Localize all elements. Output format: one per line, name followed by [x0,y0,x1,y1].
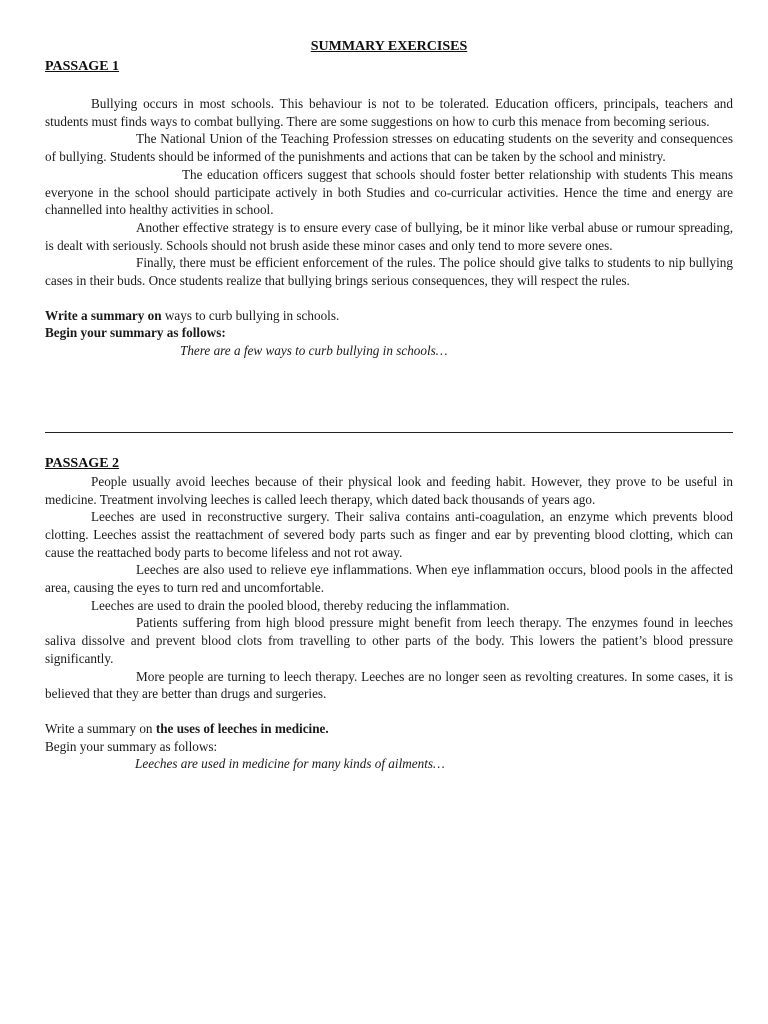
page-title: SUMMARY EXERCISES [310,39,468,54]
passage-1-paragraph: The education officers suggest that schools should foster better relationship with students This means everyone in the school should participate actively in both Studies and co-curricular activities. Hence the time and energy are channelled into healthy activities in school. [45,166,733,218]
passage-1-paragraph: Finally, there must be efficient enforcement of the rules. The police should give talks to students to nip bullying cases in their buds. Once students realize that bullying brings serious consequences, they will respect the rules. [45,255,733,289]
passage-2-heading: PASSAGE 2 [45,455,120,471]
passage-2-paragraph: People usually avoid leeches because of their physical look and feeding habit. However, they prove to be useful in medicine. Treatment involving leeches is called leech therapy, which dated back thousands of years ago. [45,473,733,507]
passage-2-paragraph: Leeches are used in reconstructive surgery. Their saliva contains anti-coagulation, an enzyme which prevents blood clotting. Leeches assist the reattachment of severed body parts such as finger and ear by preventing blood clotting, which can cause the reattached body parts to become lifeless and not rot away. [45,509,733,560]
passage-1-begin-label: Begin your summary as follows: [45,325,226,341]
passage-2-starter: Leeches are used in medicine for many kinds of ailments… [135,756,445,772]
passage-2-task-bold: the uses of leeches in medicine. [155,720,329,736]
passage-2-task-text: Write a summary on [45,720,156,736]
passage-2-paragraph: More people are turning to leech therapy. Leeches are no longer seen as revolting creatures. In some cases, it is believed that they are better than drugs and surgeries. [45,668,733,702]
passage-2-paragraph: Patients suffering from high blood pressure might benefit from leech therapy. The enzymes found in leeches saliva dissolve and prevent blood clots from travelling to other parts of the body. This lowers the patient’s blood pressure significantly. [45,615,733,666]
passage-1-starter: There are a few ways to curb bullying in schools… [180,343,448,359]
passage-2-paragraph: Leeches are also used to relieve eye inflammations. When eye inflammation occurs, blood pools in the affected area, causing the eyes to turn red and uncomfortable. [45,562,733,596]
section-divider [45,432,733,433]
passage-1 [45,58,733,360]
passage-1-task-bold: Write a summary on [45,307,162,323]
passage-2-task [45,720,733,738]
passage-2-begin-label: Begin your summary as follows: [45,738,218,754]
passage-2-paragraph: Leeches are used to drain the pooled blood, thereby reducing the inflammation. [91,597,510,613]
passage-1-paragraph: Another effective strategy is to ensure every case of bullying, be it minor like verbal abuse or rumour spreading, is dealt with seriously. Schools should not brush aside these minor cases and only tend to more severe ones. [45,219,733,253]
passage-1-paragraph: The National Union of the Teaching Profession stresses on educating students on the severity and consequences of bullying. Students should be informed of the punishments and actions that can be taken by the school and ministry. [45,131,733,165]
passage-2 [45,455,733,773]
passage-1-paragraph: Bullying occurs in most schools. This behaviour is not to be tolerated. Education officers, principals, teachers and students must finds ways to combat bullying. There are some suggestions on how to curb this menace from becoming serious. [45,96,733,129]
passage-1-heading: PASSAGE 1 [45,59,120,74]
passage-1-task [45,307,733,325]
passage-1-task-text: ways to curb bullying in schools. [161,307,340,323]
